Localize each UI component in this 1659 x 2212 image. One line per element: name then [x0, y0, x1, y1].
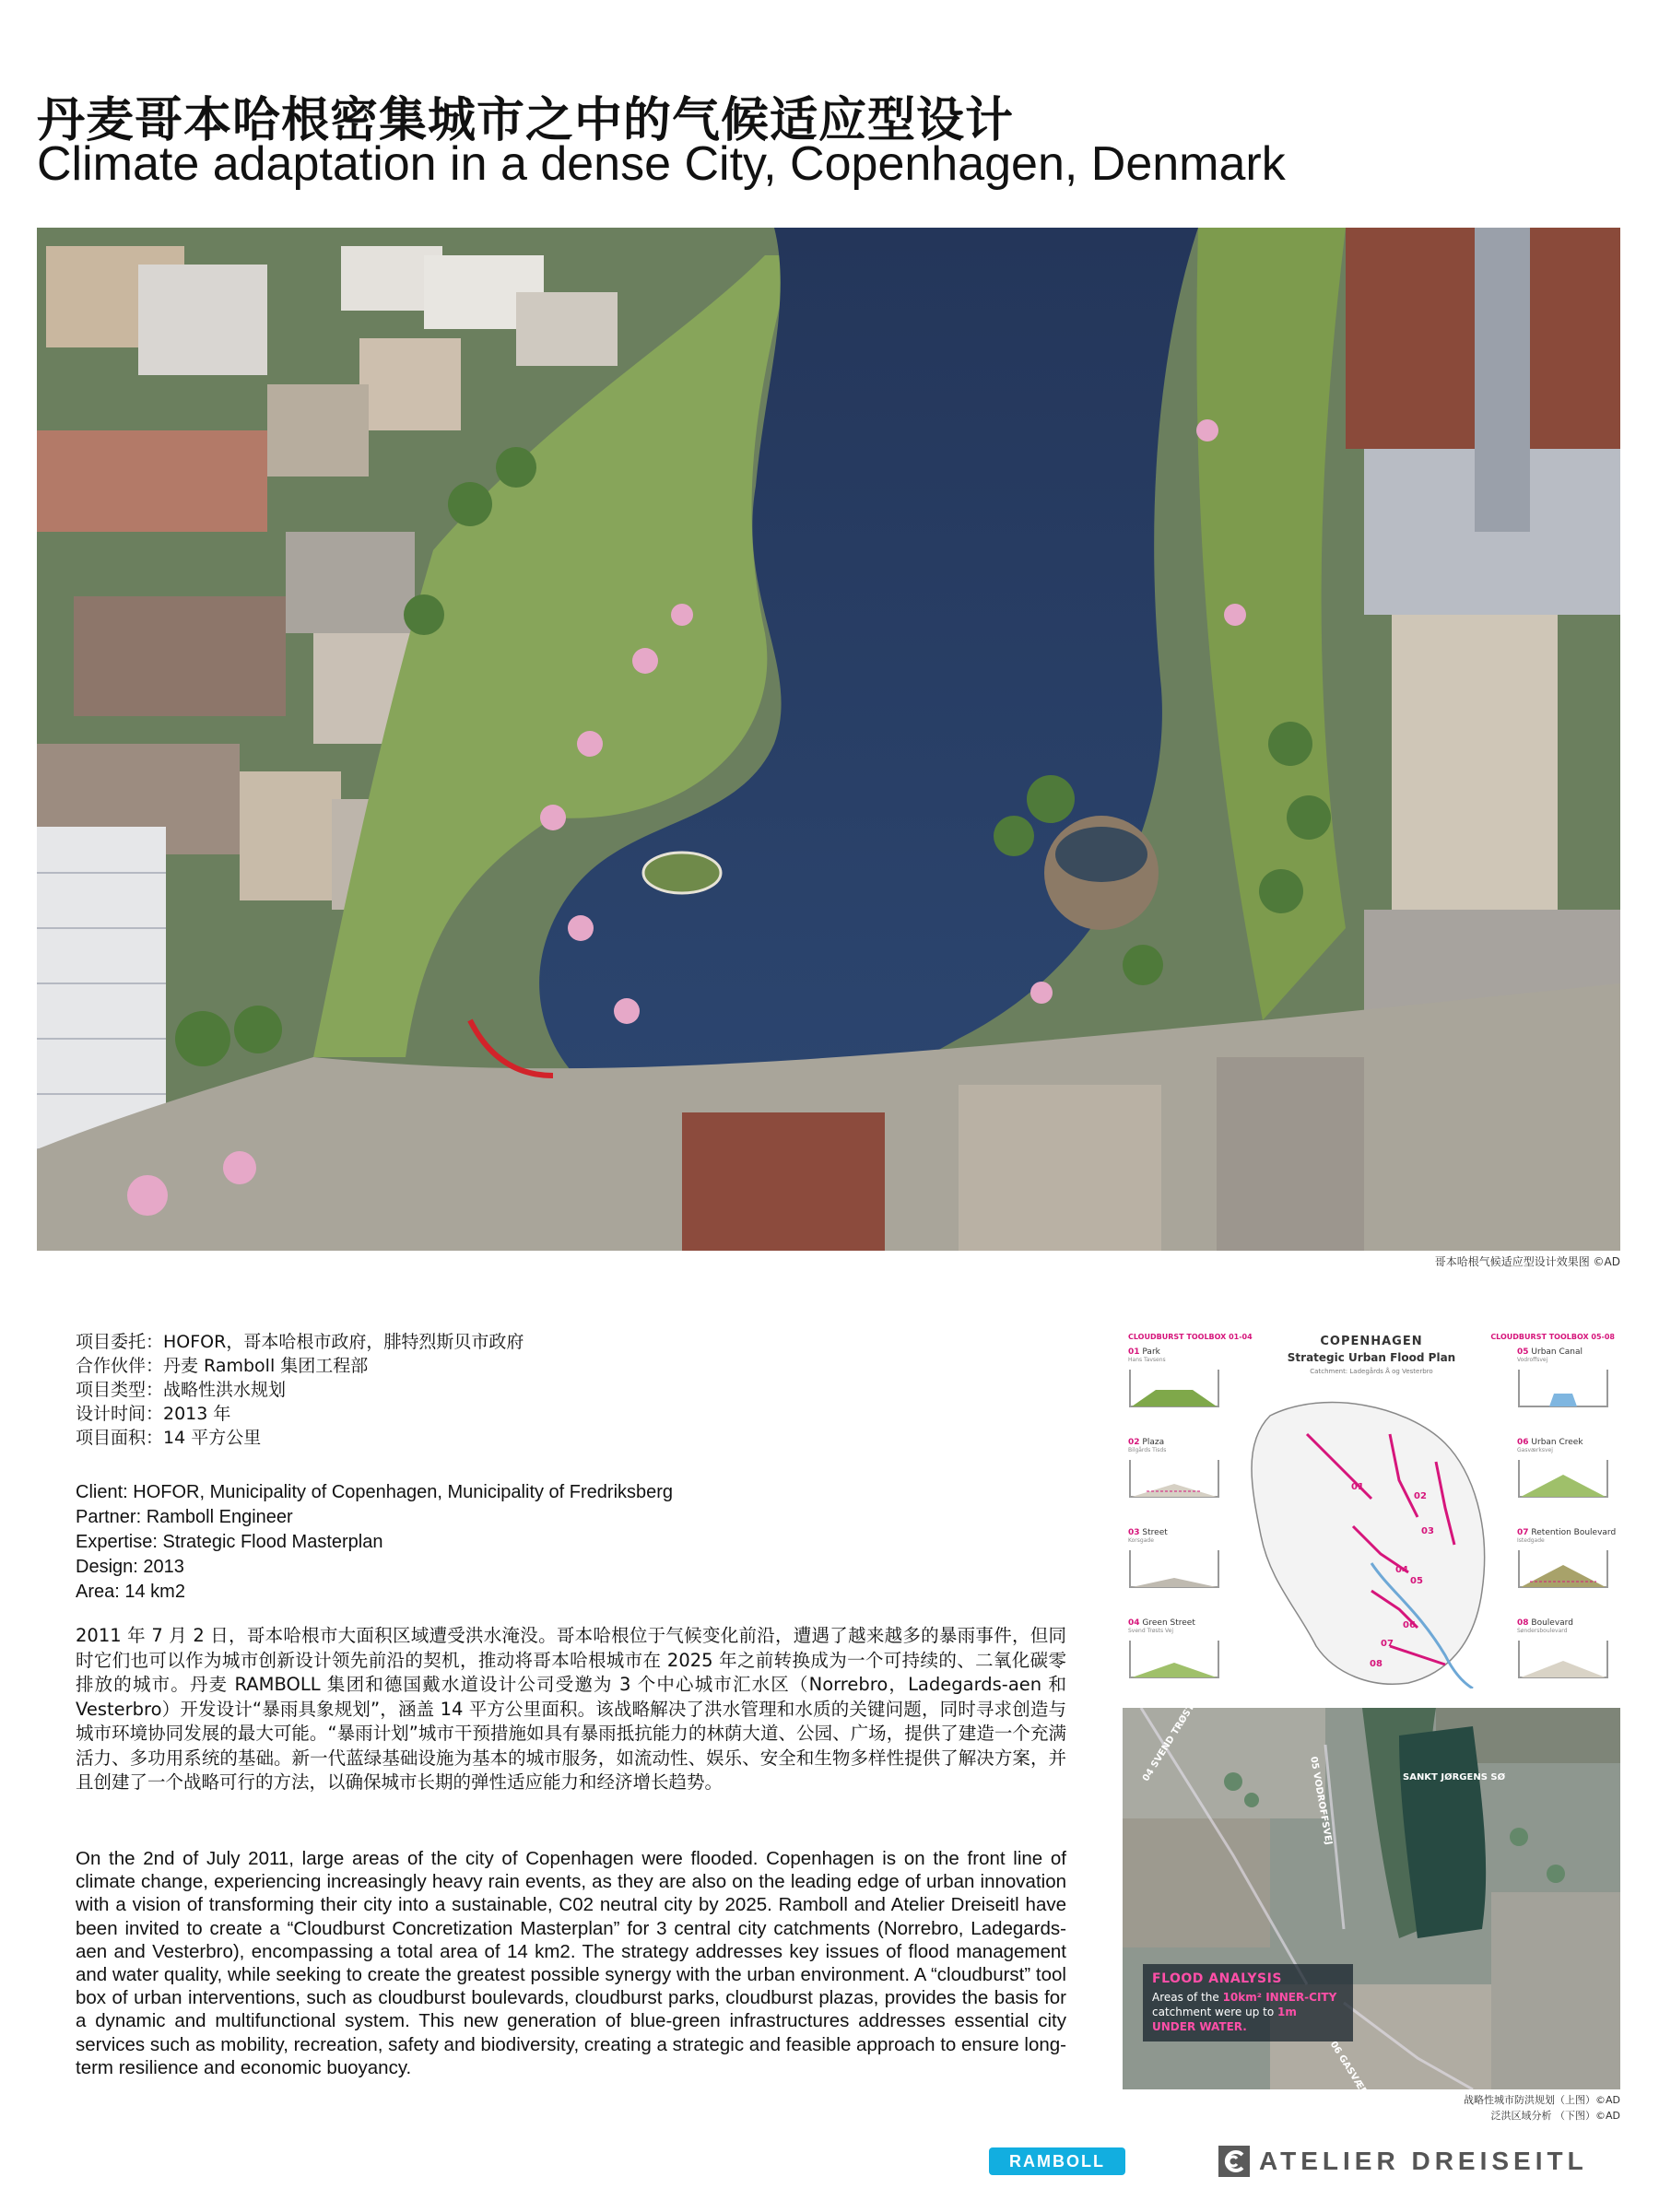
info-area-zh: 项目面积：14 平方公里: [76, 1428, 262, 1448]
item-num: 07: [1517, 1528, 1529, 1537]
hero-illustration: [37, 228, 1620, 1251]
item-num: 04: [1128, 1618, 1140, 1628]
plan-title: COPENHAGEN: [1320, 1335, 1423, 1348]
info-type-zh: 项目类型：战略性洪水规划: [76, 1380, 287, 1400]
toolbox-item-urban-canal: [1517, 1347, 1618, 1412]
toolbox-left-label: CLOUDBURST TOOLBOX 01-04: [1128, 1333, 1253, 1341]
flood-analysis-box: [1143, 1964, 1353, 2041]
boulevard-section-icon: [1517, 1637, 1609, 1683]
flood-plan-diagram: [1123, 1327, 1620, 1696]
item-sub: Gasværksvej: [1517, 1447, 1553, 1453]
project-info-en: [76, 1480, 673, 1605]
item-sub: Istedgade: [1517, 1537, 1545, 1544]
item-name: Urban Creek: [1531, 1438, 1583, 1447]
info-time-zh: 设计时间：2013 年: [76, 1404, 231, 1424]
map-num-01: 01: [1351, 1482, 1364, 1492]
plan-subtitle: Strategic Urban Flood Plan: [1287, 1351, 1456, 1364]
urban-creek-section-icon: [1517, 1456, 1609, 1502]
item-num: 08: [1517, 1618, 1529, 1628]
item-name: Boulevard: [1531, 1618, 1573, 1628]
map-num-06: 06: [1403, 1620, 1416, 1630]
map-num-03: 03: [1421, 1526, 1434, 1536]
map-num-04: 04: [1395, 1565, 1408, 1575]
item-name: Plaza: [1142, 1438, 1165, 1447]
map-num-05: 05: [1410, 1576, 1423, 1586]
flood-analysis-aerial: [1123, 1708, 1620, 2089]
item-num: 02: [1128, 1438, 1140, 1447]
floating-island: [643, 853, 721, 893]
map-num-02: 02: [1414, 1491, 1427, 1501]
atelier-dreiseitl-mark-icon: [1218, 2146, 1250, 2177]
caption-lower: 泛洪区域分析 （下图）©AD: [1490, 2110, 1620, 2122]
item-name: Retention Boulevard: [1531, 1528, 1617, 1537]
green-street-section-icon: [1128, 1637, 1220, 1683]
toolbox-item-urban-creek: [1517, 1438, 1618, 1502]
toolbox-item-street: [1128, 1528, 1230, 1593]
toolbox-item-plaza: [1128, 1438, 1230, 1502]
ramboll-logo: RAMBOLL: [989, 2147, 1125, 2175]
plan-catchment: Catchment: Ladegårds Å og Vesterbro: [1310, 1368, 1433, 1375]
item-sub: Bilgårds Tisds: [1128, 1447, 1167, 1453]
toolbox-item-boulevard: [1517, 1618, 1618, 1683]
retention-boulevard-section-icon: [1517, 1547, 1609, 1593]
lake-label: SANKT JØRGENS SØ: [1403, 1772, 1506, 1783]
atelier-dreiseitl-logo: [1218, 2146, 1624, 2177]
map-num-07: 07: [1381, 1639, 1394, 1649]
toolbox-item-retention-boulevard: [1517, 1528, 1618, 1593]
item-num: 01: [1128, 1347, 1140, 1357]
item-sub: Korsgade: [1128, 1537, 1154, 1544]
item-sub: Vodroffsvej: [1517, 1357, 1548, 1363]
item-num: 06: [1517, 1438, 1529, 1447]
toolbox-item-green-street: [1128, 1618, 1230, 1683]
item-name: Park: [1142, 1347, 1160, 1357]
caption-upper: 战略性城市防洪规划（上图）©AD: [1464, 2094, 1620, 2106]
hero-rendering: [37, 228, 1620, 1251]
flood-text: Areas of the 10km² INNER-CITY catchment were up to 1m UNDER WATER.: [1152, 1991, 1337, 2033]
page-title-zh: 丹麦哥本哈根密集城市之中的气候适应型设计: [37, 93, 1015, 148]
item-sub: Søndersboulevard: [1517, 1628, 1568, 1634]
aerial-label-05: 05 VODROFFSVEJ: [1308, 1756, 1334, 1846]
urban-canal-section-icon: [1517, 1366, 1609, 1412]
info-partner-zh: 合作伙伴：丹麦 Ramboll 集团工程部: [76, 1356, 369, 1376]
project-info-zh: [76, 1330, 524, 1450]
item-name: Street: [1142, 1528, 1168, 1537]
info-client-zh: 项目委托：HOFOR，哥本哈根市政府，腓特烈斯贝市政府: [76, 1332, 524, 1352]
item-sub: Hans Tavsens: [1128, 1357, 1166, 1363]
toolbox-item-park: [1128, 1347, 1230, 1412]
item-num: 05: [1517, 1347, 1529, 1357]
flood-title: FLOOD ANALYSIS: [1152, 1971, 1282, 1986]
item-name: Green Street: [1142, 1618, 1195, 1628]
atelier-dreiseitl-wordmark: ATELIER DREISEITL: [1259, 2147, 1588, 2175]
page-title-en: Climate adaptation in a dense City, Copenhagen, Denmark: [37, 137, 1286, 191]
item-name: Urban Canal: [1531, 1347, 1583, 1357]
toolbox-right-label: CLOUDBURST TOOLBOX 05-08: [1490, 1333, 1615, 1341]
plaza-section-icon: [1128, 1456, 1220, 1502]
park-section-icon: [1128, 1366, 1220, 1412]
street-section-icon: [1128, 1547, 1220, 1593]
item-num: 03: [1128, 1528, 1140, 1537]
info-design-en: Design: 2013: [76, 1557, 184, 1577]
body-text-en: On the 2nd of July 2011, large areas of the city of Copenhagen were flooded. Copenhagen is on the front line of climate change, experiencing increasingly heavy rain events, as they are also on the leading edge of urban innovation with a vision of transforming their city into a sustainable, C02 neutral city by 2025. Ramboll and Atelier Dreiseitl have been invited to create a “Cloudburst Concretization Masterplan” for 3 central city catchments (Norrebro, Ladegards-aen and Vesterbro), encompassing a total area of 14 km2. The strategy addresses key issues of flood management and water quality, while seeking to create the greatest possible synergy with the urban environment. A “cloudburst” tool box of urban interventions, such as cloudburst boulevards, cloudburst parks, cloudburst plazas, provides the basis for a dynamic and multifunctional system. This new generation of blue-green infrastructures addresses essential city services such as mobility, recreation, safety and biodiversity, creating a strategic and feasible approach to ensure long-term resilience and economic buoyancy.: [76, 1848, 1066, 2078]
info-expertise-en: Expertise: Strategic Flood Masterplan: [76, 1532, 383, 1552]
info-client-en: Client: HOFOR, Municipality of Copenhagen, Municipality of Fredriksberg: [76, 1482, 674, 1502]
item-sub: Svend Trøsts Vej: [1128, 1628, 1173, 1634]
hero-caption: 哥本哈根气候适应型设计效果图 ©AD: [1434, 1255, 1620, 1268]
info-partner-en: Partner: Ramboll Engineer: [76, 1507, 293, 1527]
body-text-zh: 2011 年 7 月 2 日，哥本哈根市大面积区域遭受洪水淹没。哥本哈根位于气候变化前沿，遭遇了越来越多的暴雨事件，但同时它们也可以作为城市创新设计领先前沿的契机，推动将哥本哈根城市在 2025 年之前转换成为一个可持续的、二氧化碳零排放的城市。丹麦 RAMBOLL 集团和德国戴水道设计公司受邀为 3 个中心城市汇水区（Norrebro，Ladegards-aen 和 Vesterbro）开发设计“暴雨具象规划”，涵盖 14 平方公里面积。该战略解决了洪水管理和水质的关键问题，同时寻求创造与城市环境协同发展的最大可能。“暴雨计划”城市干预措施如具有暴雨抵抗能力的林荫大道、公园、广场，提供了建造一个充满活力、多功用系统的基础。新一代蓝绿基础设施为基本的城市服务，如流动性、娱乐、安全和生物多样性提供了解决方案，并且创建了一个战略可行的方法，以确保城市长期的弹性适应能力和经济增长趋势。: [76, 1625, 1066, 1793]
catchment-map: [1233, 1379, 1510, 1688]
map-num-08: 08: [1370, 1659, 1382, 1669]
info-area-en: Area: 14 km2: [76, 1582, 185, 1602]
